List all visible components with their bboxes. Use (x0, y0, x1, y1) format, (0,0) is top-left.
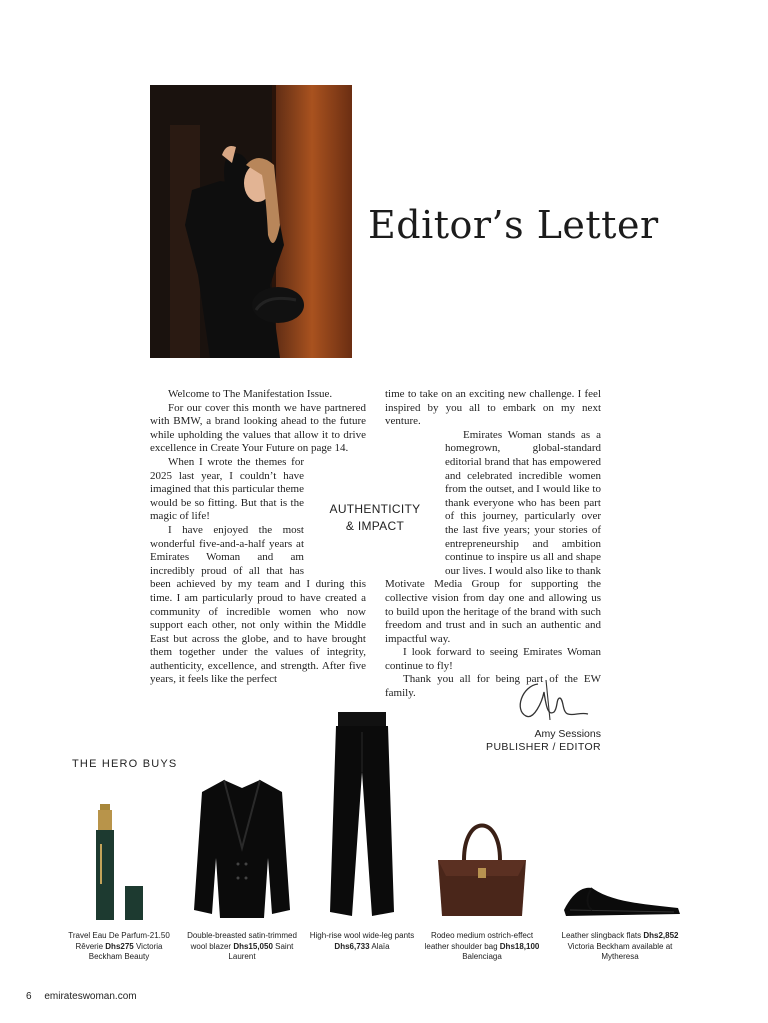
flat-shoe-icon[interactable] (562, 880, 682, 920)
page-number: 6 (26, 991, 32, 1002)
trousers-icon[interactable] (328, 712, 396, 920)
website-link[interactable]: emirateswoman.com (44, 991, 137, 1002)
product-caption: Travel Eau De Parfum-21.50 Rêverie Dhs275 Victoria Beckham Beauty (68, 931, 170, 961)
pull-quote (318, 501, 432, 535)
letter-paragraph: For our cover this month we have partnered with BMW, a brand looking ahead to the future while upholding the values that allow it to drive excellence in Create Your Future on page 14. (150, 401, 366, 455)
editor-name: Amy Sessions (534, 728, 601, 740)
product-caption: Double-breasted satin-trimmed wool blazer Dhs15,050 Saint Laurent (187, 931, 297, 961)
letter-paragraph: When I wrote the themes for 2025 last year, I couldn’t have imagined that this particular theme would be so fitting. But that is the magic of life! (150, 455, 304, 523)
letter-paragraph: I look forward to seeing Emirates Woman continue to fly! (385, 646, 601, 672)
editor-role: PUBLISHER / EDITOR (486, 741, 601, 753)
letter-paragraph: Welcome to The Manifestation Issue. (168, 388, 333, 400)
product-caption: High-rise wool wide-leg pants Dhs6,733 Alaïa (309, 931, 415, 951)
blazer-icon[interactable] (194, 778, 290, 918)
page-footer (26, 991, 147, 1002)
letter-paragraph: time to take on an exciting new challenge. I feel inspired by you all to embark on my next venture. (385, 388, 601, 428)
page-title: Editor’s Letter (368, 203, 659, 247)
product-caption: Rodeo medium ostrich-effect leather shoulder bag Dhs18,100 Balenciaga (424, 931, 540, 961)
hero-buys-heading: THE HERO BUYS (72, 758, 178, 770)
letter-column-right (385, 388, 601, 701)
product-caption: Leather slingback flats Dhs2,852 Victoria Beckham available at Mytheresa (561, 931, 679, 961)
pull-quote-line: AUTHENTICITY (329, 502, 421, 516)
letter-paragraph: Thank you all for being part of the EW family. (385, 673, 601, 700)
pull-quote-line: & IMPACT (345, 519, 405, 533)
handbag-icon[interactable] (434, 804, 530, 920)
letter-column-left (150, 388, 366, 687)
letter-paragraph: Emirates Woman stands as a homegrown, global-standard editorial brand that has empowered and celebrated incredible women from the outset, and I would like to thank everyone who has been part of this journey, particularly over the last five years; your stories of entrepreneurship and ambition continue to inspire us all and shape our lives. I would also like to thank Motivate Media Group for supporting the collective vision from day one and allowing us to build upon the heritage of the brand with such freedom and trust and in such an authentic and impactful way. (385, 428, 601, 645)
letter-paragraph: I have enjoyed the most wonderful five-and-a-half years at Emirates Woman and am incredibly proud of all that has been achieved by my team and I during this time. I am particularly proud to have created a community of incredible women who now support each other, not only within the Middle East but across the globe, and to have brought them together under the values of integrity, authenticity, excellence, and strength. After five years, it feels like the perfect (150, 523, 366, 686)
signature-image (508, 672, 594, 730)
cover-photo (150, 85, 352, 358)
perfume-bottle-icon[interactable] (92, 804, 146, 920)
